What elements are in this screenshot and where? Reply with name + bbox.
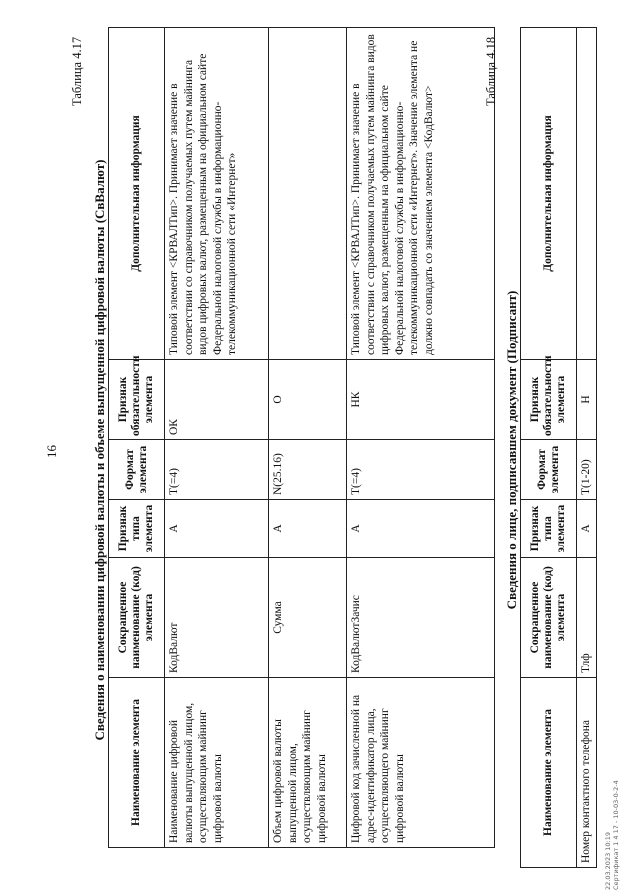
table-cell: T(1-20)	[577, 440, 597, 500]
table-cell: Объем цифровой валюты выпущенной лицом, осуществляющим майнинг цифровой валюты	[269, 678, 347, 848]
page-number: 16	[44, 445, 59, 458]
header-cell: Наименование элемента	[109, 678, 165, 848]
header-cell: Дополнительная информация	[521, 28, 577, 360]
table-cell: N(25.16)	[269, 440, 347, 500]
table-cell: Сумма	[269, 558, 347, 678]
table-cell: Типовой элемент <КРВАЛТип>. Принимает значение в соответствии с справочником получаемых путем майнинга видов цифровых валют, размещенным на официальном сайте Федеральной налоговой службы в информационно-телекоммуникационной сети «Интернет». Значение элемента не должно совпадать со значением элемента <КодВалют>	[347, 28, 495, 360]
table-cell: Тлф	[577, 558, 597, 678]
table-cell: Типовой элемент <КРВАЛТип>. Принимает значение в соответствии со справочником получаемых путем майнинга видов цифровых валют, размещенным на официальном сайте Федеральной налоговой службы в информационно-телекоммуникационной сети «Интернет»	[165, 28, 269, 360]
table-4-18	[520, 27, 597, 868]
table-4-18-caption: Таблица 4.18	[484, 36, 498, 106]
table-cell: Н	[577, 360, 597, 440]
table-cell: КодВалют	[165, 558, 269, 678]
table-cell: Цифровой код зачисленной на адрес-идентификатор лица, осуществляющего майнинг цифровой валюты	[347, 678, 495, 848]
header-cell: Наименование элемента	[521, 678, 577, 868]
table-row	[347, 28, 495, 848]
header-cell: Дополнительная информация	[109, 28, 165, 360]
table-cell: НК	[347, 360, 495, 440]
table-row	[577, 28, 597, 868]
table-cell: О	[269, 360, 347, 440]
table-4-17-title: Сведения о наименовании цифровой валюты и объеме выпущенной цифровой валюты (СвВалют)	[92, 159, 107, 741]
table-cell: Наименование цифровой валюты выпущенной лицом, осуществляющим майнинг цифровой валюты	[165, 678, 269, 848]
stamp-certificate: Сертификат 1 4 17 - 10-03-0-2-4	[612, 780, 620, 890]
table-cell: А	[577, 500, 597, 558]
header-cell: Признак обязательности элемента	[521, 360, 577, 440]
header-cell: Сокращенное наименование (код) элемента	[109, 558, 165, 678]
table-cell: А	[269, 500, 347, 558]
table-cell	[577, 28, 597, 360]
table-cell	[269, 28, 347, 360]
table-cell: КодВалютЗачис	[347, 558, 495, 678]
table-row	[165, 28, 269, 848]
table-cell: А	[165, 500, 269, 558]
table-cell: T(=4)	[165, 440, 269, 500]
header-cell: Признак типа элемента	[109, 500, 165, 558]
header-cell: Сокращенное наименование (код) элемента	[521, 558, 577, 678]
table-row	[269, 28, 347, 848]
header-cell: Формат элемента	[109, 440, 165, 500]
registration-stamp	[604, 780, 620, 890]
table-cell: ОК	[165, 360, 269, 440]
table-4-18-title: Сведения о лице, подписавшем документ (Подписант)	[504, 290, 519, 610]
table-cell: А	[347, 500, 495, 558]
header-cell: Формат элемента	[521, 440, 577, 500]
table-4-17	[108, 27, 495, 848]
table-cell: T(=4)	[347, 440, 495, 500]
header-cell: Признак обязательности элемента	[109, 360, 165, 440]
stamp-date: 22.03.2023 10:19	[604, 831, 612, 890]
table-4-17-header-row	[109, 28, 165, 848]
table-4-17-caption: Таблица 4.17	[70, 36, 84, 106]
header-cell: Признак типа элемента	[521, 500, 577, 558]
table-cell: Номер контактного телефона	[577, 678, 597, 868]
table-4-18-header-row	[521, 28, 577, 868]
